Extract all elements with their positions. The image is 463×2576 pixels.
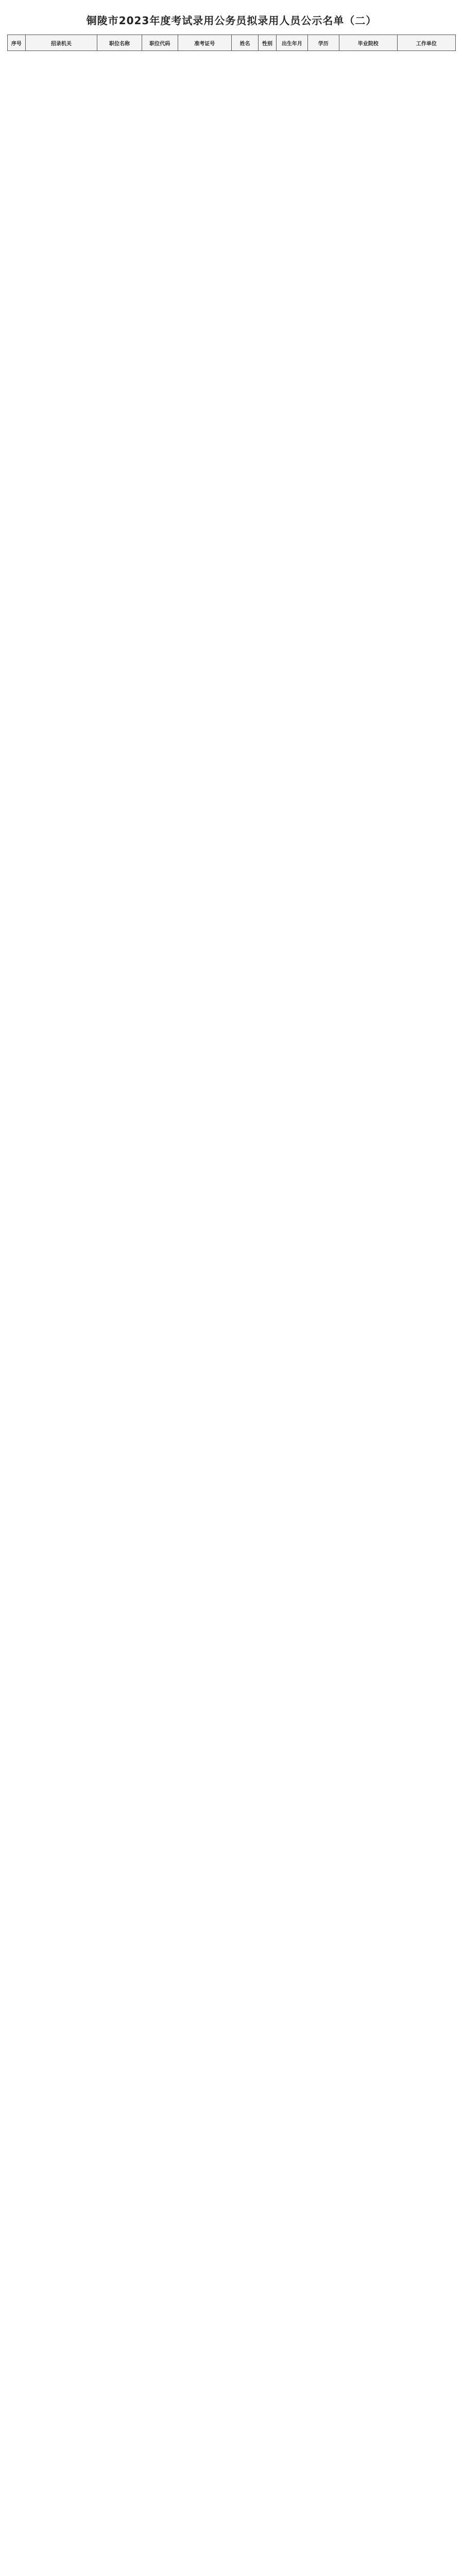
header-birth-date: 出生年月 [276, 35, 307, 51]
document-page [0, 0, 463, 63]
table-header-row [8, 35, 456, 51]
header-gender: 性别 [259, 35, 277, 51]
document-title: 铜陵市2023年度考试录用公务员拟录用人员公示名单（二） [86, 14, 377, 27]
header-school: 毕业院校 [339, 35, 397, 51]
header-position-code: 职位代码 [142, 35, 178, 51]
header-name: 姓名 [231, 35, 258, 51]
candidate-table [7, 35, 456, 51]
header-position-name: 职位名称 [97, 35, 142, 51]
header-employer-agency: 招录机关 [25, 35, 97, 51]
header-index: 序号 [8, 35, 26, 51]
header-work-unit: 工作单位 [397, 35, 455, 51]
header-exam-number: 准考证号 [178, 35, 231, 51]
header-education: 学历 [307, 35, 339, 51]
